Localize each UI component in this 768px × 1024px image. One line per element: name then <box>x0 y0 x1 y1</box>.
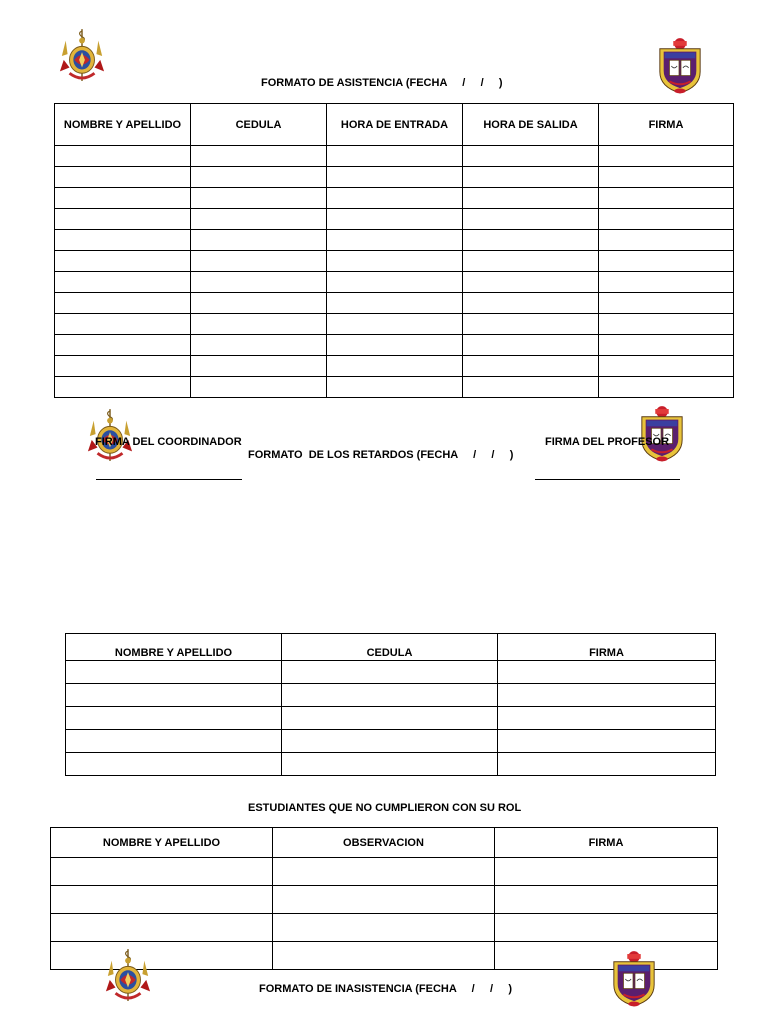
column-header-name: NOMBRE Y APELLIDO <box>66 634 282 661</box>
table-row <box>55 251 734 272</box>
table-header-row <box>55 104 734 146</box>
column-header-signature: FIRMA <box>599 104 734 146</box>
table-cell[interactable] <box>327 209 463 230</box>
table-cell[interactable] <box>599 146 734 167</box>
table-header-row <box>51 828 718 858</box>
table-cell[interactable] <box>327 314 463 335</box>
table-cell[interactable] <box>55 335 191 356</box>
table-cell[interactable] <box>273 942 495 970</box>
table-cell[interactable] <box>55 251 191 272</box>
table-cell[interactable] <box>191 209 327 230</box>
table-cell[interactable] <box>273 914 495 942</box>
column-header-signature: FIRMA <box>498 634 716 661</box>
table-cell[interactable] <box>495 886 718 914</box>
table-cell[interactable] <box>599 167 734 188</box>
table-row <box>55 230 734 251</box>
table-row <box>66 730 716 753</box>
column-header-name: NOMBRE Y APELLIDO <box>55 104 191 146</box>
professor-signature-line <box>535 479 680 480</box>
table-cell[interactable] <box>327 146 463 167</box>
table-cell[interactable] <box>55 293 191 314</box>
table-cell[interactable] <box>327 230 463 251</box>
table-cell[interactable] <box>282 707 498 730</box>
table-cell[interactable] <box>191 251 327 272</box>
table-row <box>55 314 734 335</box>
table-cell[interactable] <box>599 293 734 314</box>
table-cell[interactable] <box>66 753 282 776</box>
role-title: ESTUDIANTES QUE NO CUMPLIERON CON SU ROL <box>248 802 522 814</box>
table-cell[interactable] <box>191 230 327 251</box>
table-row <box>55 293 734 314</box>
table-cell[interactable] <box>51 942 273 970</box>
table-row <box>55 356 734 377</box>
table-cell[interactable] <box>191 356 327 377</box>
table-cell[interactable] <box>498 753 716 776</box>
table-cell[interactable] <box>55 272 191 293</box>
university-shield-icon <box>610 950 658 1008</box>
column-header-id: CEDULA <box>191 104 327 146</box>
table-cell[interactable] <box>463 272 599 293</box>
table-cell[interactable] <box>191 167 327 188</box>
table-cell[interactable] <box>55 209 191 230</box>
table-cell[interactable] <box>66 707 282 730</box>
table-cell[interactable] <box>55 314 191 335</box>
table-row <box>55 209 734 230</box>
table-cell[interactable] <box>327 377 463 398</box>
table-cell[interactable] <box>463 188 599 209</box>
table-cell[interactable] <box>463 335 599 356</box>
table-row <box>55 377 734 398</box>
table-cell[interactable] <box>463 146 599 167</box>
table-cell[interactable] <box>463 167 599 188</box>
table-cell[interactable] <box>495 942 718 970</box>
table-row <box>66 684 716 707</box>
table-cell[interactable] <box>495 858 718 886</box>
table-cell[interactable] <box>327 167 463 188</box>
table-cell[interactable] <box>191 314 327 335</box>
table-cell[interactable] <box>66 684 282 707</box>
table-cell[interactable] <box>191 146 327 167</box>
coat-of-arms-icon <box>104 946 152 1006</box>
table-cell[interactable] <box>599 377 734 398</box>
table-cell[interactable] <box>327 293 463 314</box>
table-cell[interactable] <box>191 377 327 398</box>
table-cell[interactable] <box>498 707 716 730</box>
table-cell[interactable] <box>599 251 734 272</box>
table-cell[interactable] <box>273 886 495 914</box>
table-cell[interactable] <box>191 293 327 314</box>
table-cell[interactable] <box>463 377 599 398</box>
table-cell[interactable] <box>327 335 463 356</box>
table-cell[interactable] <box>55 146 191 167</box>
table-cell[interactable] <box>51 914 273 942</box>
table-cell[interactable] <box>463 209 599 230</box>
table-row <box>55 335 734 356</box>
table-cell[interactable] <box>599 335 734 356</box>
table-cell[interactable] <box>51 886 273 914</box>
table-row <box>66 707 716 730</box>
table-cell[interactable] <box>599 188 734 209</box>
table-cell[interactable] <box>498 684 716 707</box>
university-shield-icon <box>656 36 704 96</box>
table-cell[interactable] <box>463 293 599 314</box>
column-header-exit-time: HORA DE SALIDA <box>463 104 599 146</box>
table-row <box>55 188 734 209</box>
table-cell[interactable] <box>282 684 498 707</box>
column-header-entry-time: HORA DE ENTRADA <box>327 104 463 146</box>
table-cell[interactable] <box>55 167 191 188</box>
table-cell[interactable] <box>66 661 282 684</box>
table-cell[interactable] <box>599 356 734 377</box>
absence-title: FORMATO DE INASISTENCIA (FECHA / / ) <box>259 983 513 995</box>
table-cell[interactable] <box>55 356 191 377</box>
table-cell[interactable] <box>51 858 273 886</box>
table-cell[interactable] <box>55 377 191 398</box>
column-header-signature: FIRMA <box>495 828 718 858</box>
table-row <box>51 886 718 914</box>
column-header-observation: OBSERVACION <box>273 828 495 858</box>
coordinator-signature-line <box>96 479 242 480</box>
table-cell[interactable] <box>463 356 599 377</box>
table-row <box>51 858 718 886</box>
table-cell[interactable] <box>599 209 734 230</box>
table-cell[interactable] <box>599 314 734 335</box>
table-cell[interactable] <box>463 230 599 251</box>
table-cell[interactable] <box>66 730 282 753</box>
column-header-id: CEDULA <box>282 634 498 661</box>
table-cell[interactable] <box>599 230 734 251</box>
column-header-name: NOMBRE Y APELLIDO <box>51 828 273 858</box>
table-row <box>55 272 734 293</box>
table-cell[interactable] <box>191 272 327 293</box>
table-cell[interactable] <box>55 188 191 209</box>
table-cell[interactable] <box>327 188 463 209</box>
table-cell[interactable] <box>498 661 716 684</box>
table-cell[interactable] <box>495 914 718 942</box>
professor-signature-label: FIRMA DEL PROFESOR <box>545 436 670 448</box>
table-row <box>55 167 734 188</box>
table-cell[interactable] <box>327 251 463 272</box>
table-cell[interactable] <box>327 356 463 377</box>
table-cell[interactable] <box>463 251 599 272</box>
tardiness-title: FORMATO DE LOS RETARDOS (FECHA / / ) <box>248 449 514 461</box>
table-cell[interactable] <box>498 730 716 753</box>
coordinator-signature-label: FIRMA DEL COORDINADOR <box>95 436 242 448</box>
table-cell[interactable] <box>273 858 495 886</box>
table-row <box>66 753 716 776</box>
attendance-table <box>54 103 734 398</box>
table-cell[interactable] <box>282 730 498 753</box>
table-row <box>66 661 716 684</box>
table-header-row <box>66 634 716 661</box>
university-shield-icon <box>638 404 686 464</box>
tardiness-table <box>65 633 716 776</box>
table-row <box>51 914 718 942</box>
table-cell[interactable] <box>191 188 327 209</box>
table-cell[interactable] <box>282 753 498 776</box>
table-cell[interactable] <box>599 272 734 293</box>
coat-of-arms-icon <box>58 26 106 86</box>
table-cell[interactable] <box>282 661 498 684</box>
table-row <box>55 146 734 167</box>
table-cell[interactable] <box>463 314 599 335</box>
table-cell[interactable] <box>191 335 327 356</box>
attendance-title: FORMATO DE ASISTENCIA (FECHA / / ) <box>261 77 503 89</box>
table-cell[interactable] <box>327 272 463 293</box>
table-cell[interactable] <box>55 230 191 251</box>
